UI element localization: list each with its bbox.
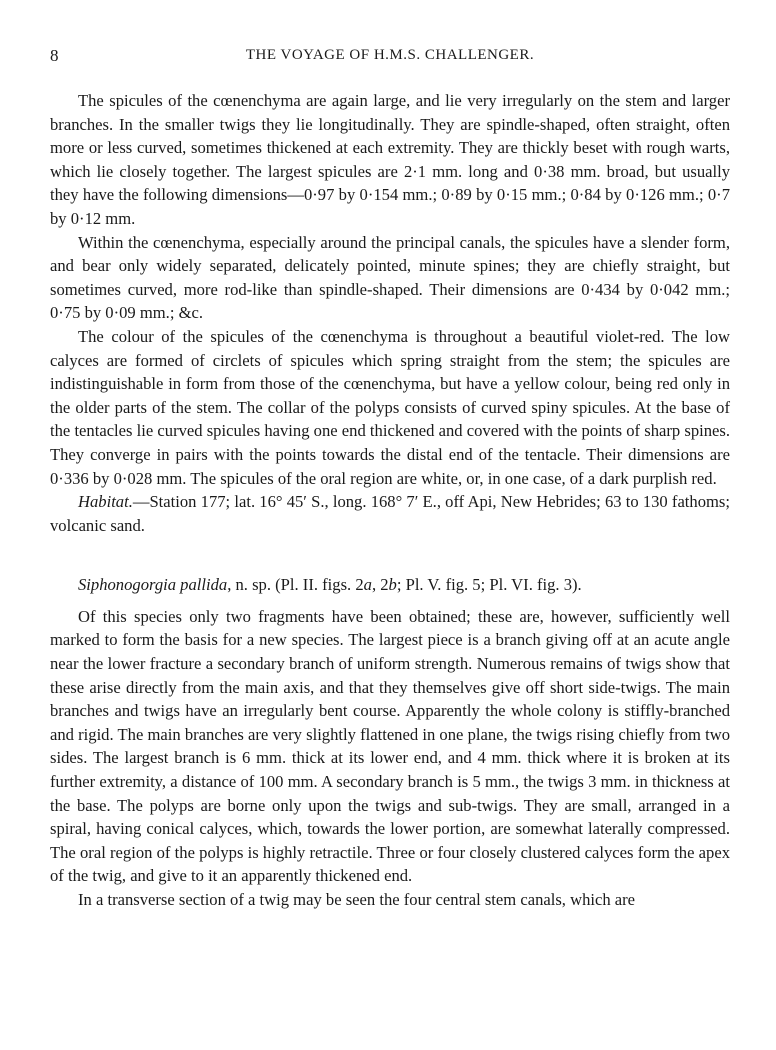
paragraph-spicules-colour: The colour of the spicules of the cœnenchyma is throughout a beautiful violet-red. The low calyces are formed of circlets of spicules which spring straight from the stem; the spicules are indistinguishable in form from those of the cœnenchyma, but have a yellow colour, being red only in the older parts of the stem. The collar of the polyps consists of curved spiny spicules. At the base of the tentacles lie curved spicules having one end thickened and covered with the points of sharp spines. They converge in pairs with the points towards the distal end of the tentacle. Their dimensions are 0·336 by 0·028 mm. The spicules of the oral region are white, or, in one case, of a dark purplish red. — [50, 326, 730, 488]
species-fig-b: b — [388, 575, 397, 595]
paragraph-transverse-section: In a transverse section of a twig may be seen the four central stem canals, which are — [78, 890, 636, 909]
species-name: Siphonogorgia pallida — [78, 575, 228, 595]
paragraph-spicules-canals: Within the cœnenchyma, especially around the principal canals, the spicules have a slender form, and bear only widely separated, delicately pointed, minute spines; they are chiefly straight, but sometimes curved, more rod-like than spindle-shaped. Their dimensions are 0·434 by 0·042 mm.; 0·75 by 0·09 mm.; &c. — [50, 232, 730, 323]
page-header — [50, 46, 730, 70]
species-ref-2: ; Pl. V. fig. 5; Pl. VI. fig. 3). — [396, 575, 582, 595]
paragraph-spicules-coenenchyma: The spicules of the cœnenchyma are again large, and lie very irregularly on the stem and larger branches. In the smaller twigs they lie longitudinally. They are spindle-shaped, often straight, often more or less curved, sometimes thickened at each extremity. They are thickly beset with rough warts, which lie closely together. The largest spicules are 2·1 mm. long and 0·38 mm. broad, but usually they have the following dimensions—0·97 by 0·154 mm.; 0·89 by 0·15 mm.; 0·84 by 0·126 mm.; 0·7 by 0·12 mm. — [50, 91, 730, 228]
page — [50, 46, 730, 912]
species-ref-1: , n. sp. (Pl. II. figs. 2 — [227, 575, 364, 595]
habitat-text: —Station 177; lat. 16° 45′ S., long. 168° 7′ E., off Api, New Hebrides; 63 to 130 fathoms; volcanic sand. — [50, 492, 730, 535]
species-fig-a: a — [363, 575, 372, 595]
species-heading — [78, 573, 730, 597]
paragraph-habitat — [50, 490, 730, 537]
habitat-label: Habitat. — [78, 492, 133, 512]
section-gap — [50, 537, 730, 561]
species-ref-sep: , 2 — [371, 575, 389, 595]
page-number: 8 — [50, 46, 59, 65]
paragraph-species-description: Of this species only two fragments have been obtained; these are, however, sufficiently well marked to form the basis for a new species. The largest piece is a branch giving off at an acute angle near the lower fracture a secondary branch of uniform strength. Numerous remains of twigs show that these arise directly from the main axis, and that they themselves give off short side-twigs. The main branches and twigs have an irregularly bent course. Apparently the whole colony is stiffly-branched and rigid. The main branches are very slightly flattened in one plane, the twigs rising chiefly from two sides. The largest branch is 6 mm. thick at its lower end, and 4 mm. thick where it is broken at its further extremity, a distance of 100 mm. A secondary branch is 5 mm., the twigs 3 mm. in thickness at the base. The polyps are borne only upon the twigs and sub-twigs. They are small, arranged in a spiral, having conical calyces, which, towards the lower portion, are somewhat laterally compressed. The oral region of the polyps is highly retractile. Three or four closely clustered calyces form the apex of the twig, and give to it an apparently thickened end. — [50, 606, 730, 886]
running-title: THE VOYAGE OF H.M.S. CHALLENGER. — [245, 47, 535, 63]
